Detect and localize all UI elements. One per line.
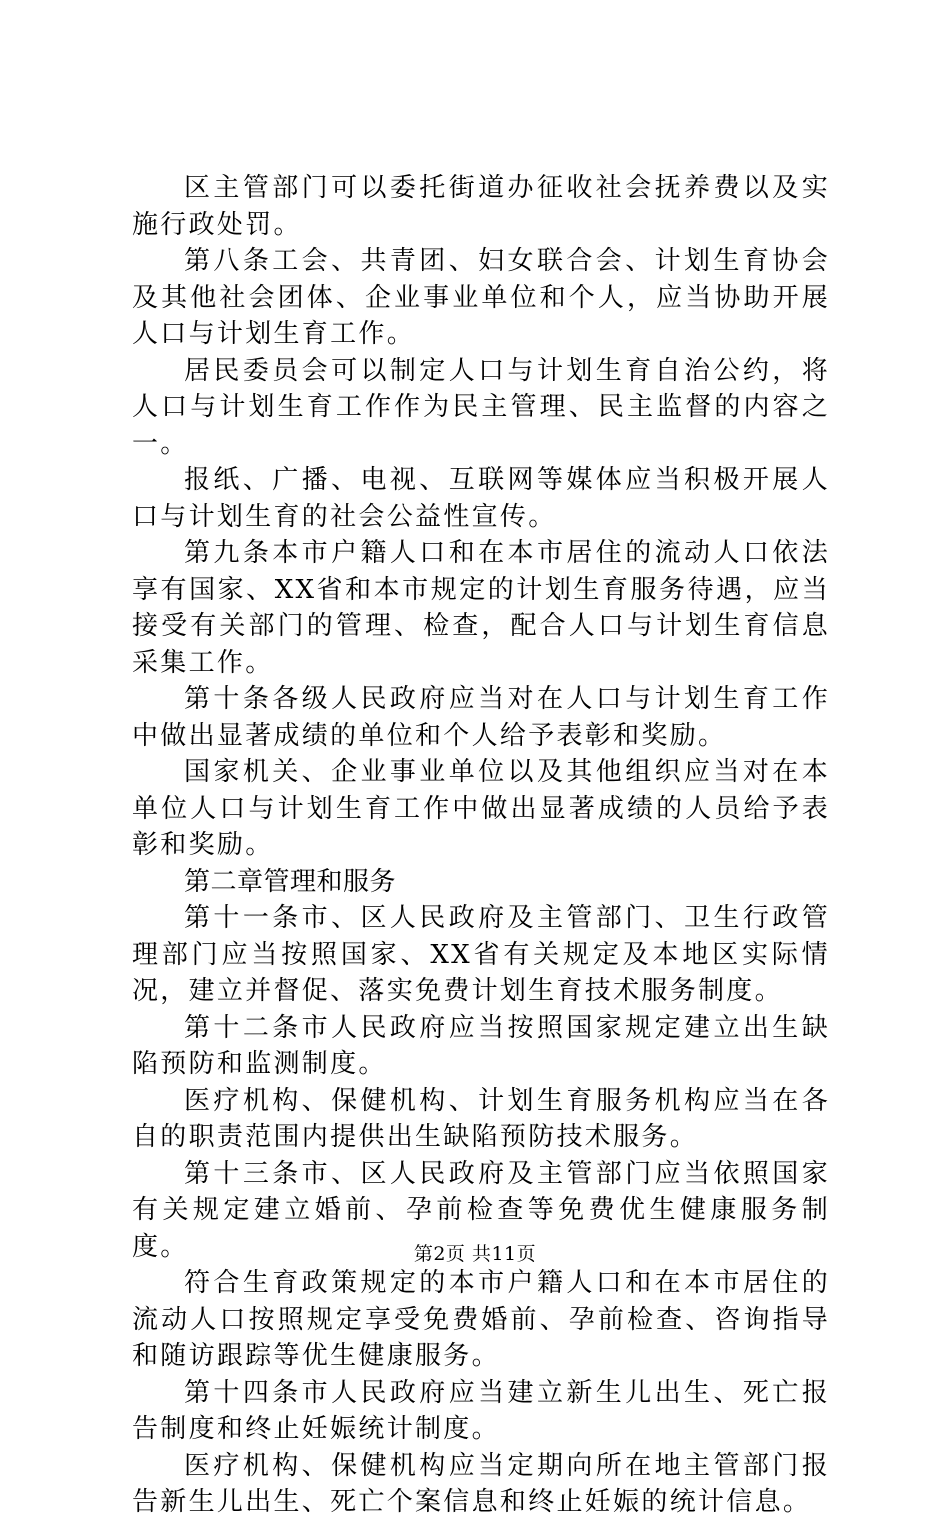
paragraph-article-9: 第九条本市户籍人口和在本市居住的流动人口依法享有国家、XX省和本市规定的计划生育服务待遇，应当接受有关部门的管理、检查，配合人口与计划生育信息采集工作。	[132, 538, 830, 678]
paragraph-article-8: 第八条工会、共青团、妇女联合会、计划生育协会及其他社会团体、企业事业单位和个人，应当协助开展人口与计划生育工作。	[132, 246, 830, 349]
paragraph: 区主管部门可以委托街道办征收社会抚养费以及实施行政处罚。	[132, 173, 830, 240]
paragraph: 医疗机构、保健机构应当定期向所在地主管部门报告新生儿出生、死亡个案信息和终止妊娠的统计信息。	[132, 1450, 830, 1517]
paragraph: 医疗机构、保健机构、计划生育服务机构应当在各自的职责范围内提供出生缺陷预防技术服务。	[132, 1085, 830, 1152]
paragraph: 报纸、广播、电视、互联网等媒体应当积极开展人口与计划生育的社会公益性宣传。	[132, 465, 830, 532]
paragraph: 符合生育政策规定的本市户籍人口和在本市居住的流动人口按照规定享受免费婚前、孕前检查、咨询指导和随访跟踪等优生健康服务。	[132, 1268, 830, 1371]
paragraph-article-14: 第十四条市人民政府应当建立新生儿出生、死亡报告制度和终止妊娠统计制度。	[132, 1377, 830, 1444]
document-body	[132, 170, 830, 1521]
page-number-footer: 第2页 共11页	[413, 1243, 537, 1265]
paragraph-article-12: 第十二条市人民政府应当按照国家规定建立出生缺陷预防和监测制度。	[132, 1012, 830, 1079]
chapter-heading: 第二章管理和服务	[184, 866, 397, 897]
paragraph-article-13: 第十三条市、区人民政府及主管部门应当依照国家有关规定建立婚前、孕前检查等免费优生健康服务制度。	[132, 1158, 830, 1262]
paragraph: 居民委员会可以制定人口与计划生育自治公约，将人口与计划生育工作作为民主管理、民主监督的内容之一。	[132, 355, 830, 459]
paragraph: 国家机关、企业事业单位以及其他组织应当对在本单位人口与计划生育工作中做出显著成绩的人员给予表彰和奖励。	[132, 757, 830, 860]
paragraph-article-11: 第十一条市、区人民政府及主管部门、卫生行政管理部门应当按照国家、XX省有关规定及本地区实际情况，建立并督促、落实免费计划生育技术服务制度。	[132, 903, 830, 1006]
paragraph-article-10: 第十条各级人民政府应当对在人口与计划生育工作中做出显著成绩的单位和个人给予表彰和奖励。	[132, 684, 830, 751]
